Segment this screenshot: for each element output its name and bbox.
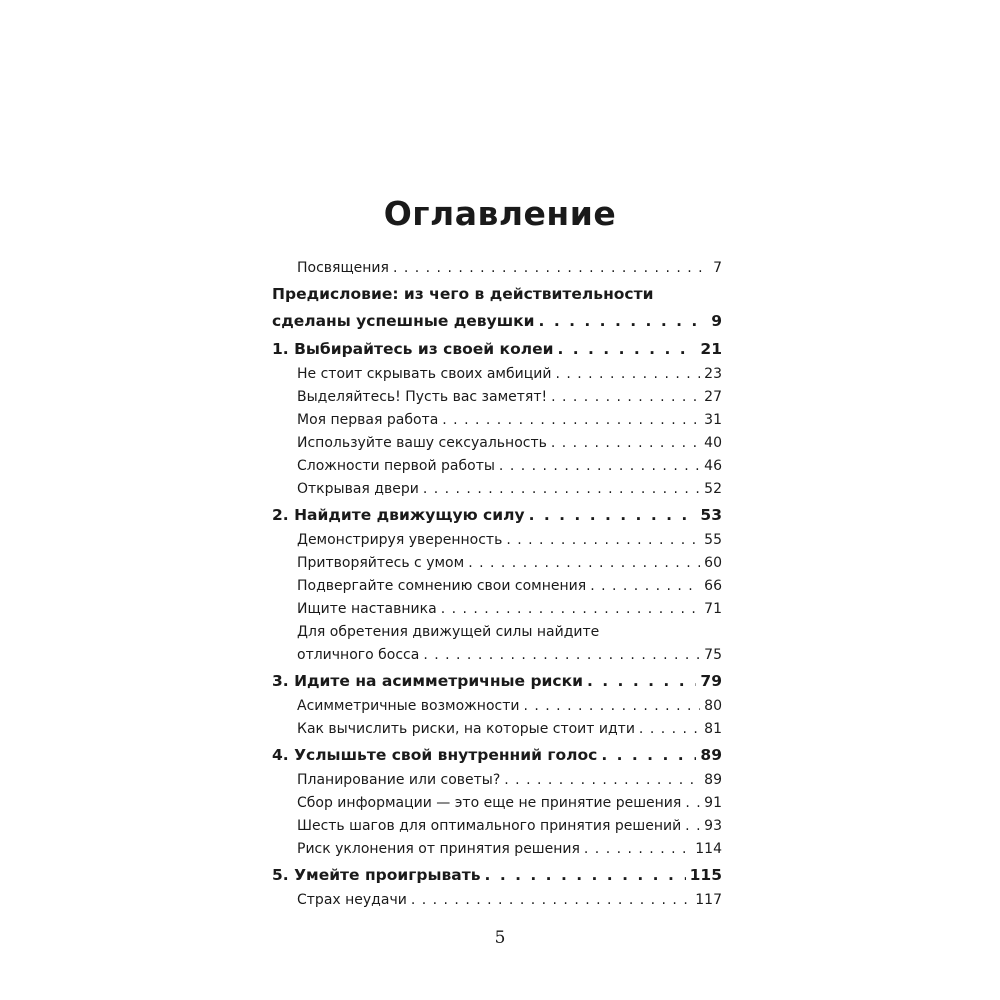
toc-subentry bbox=[272, 718, 722, 741]
toc-entry-page: 52 bbox=[704, 481, 722, 497]
toc-chapter-4 bbox=[272, 742, 722, 769]
toc-entry-label: Планирование или советы? bbox=[297, 772, 501, 788]
dot-leader bbox=[587, 668, 696, 695]
dot-leader bbox=[685, 792, 700, 815]
toc-entry-label: Шесть шагов для оптимального принятия решений bbox=[297, 818, 682, 834]
toc-subentry bbox=[272, 529, 722, 552]
dot-leader bbox=[557, 336, 696, 363]
toc-chapter-label: 1. Выбирайтесь из своей колеи bbox=[272, 340, 554, 358]
dot-leader bbox=[590, 575, 700, 598]
toc-entry-label: Моя первая работа bbox=[297, 412, 439, 428]
dot-leader bbox=[529, 502, 697, 529]
toc-subentry bbox=[272, 455, 722, 478]
toc-subentry bbox=[272, 552, 722, 575]
toc-entry-label: Как вычислить риски, на которые стоит идти bbox=[297, 721, 635, 737]
toc-entry-page: 31 bbox=[704, 412, 722, 428]
toc-entry-page: 7 bbox=[713, 260, 722, 276]
toc-entry-page: 46 bbox=[704, 458, 722, 474]
toc-entry-label: Страх неудачи bbox=[297, 892, 407, 908]
toc-chapter-page: 79 bbox=[700, 672, 722, 690]
toc-entry-label: Притворяйтесь с умом bbox=[297, 555, 465, 571]
dot-leader bbox=[551, 386, 700, 409]
dot-leader bbox=[485, 862, 686, 889]
toc-subentry bbox=[272, 792, 722, 815]
toc-entry-label: Асимметричные возможности bbox=[297, 698, 520, 714]
dot-leader bbox=[442, 409, 700, 432]
toc-entry-label: Посвящения bbox=[297, 260, 389, 276]
dot-leader bbox=[639, 718, 700, 741]
toc-entry-page: 27 bbox=[704, 389, 722, 405]
toc-subentry-multiline-1 bbox=[272, 621, 722, 644]
toc-entry-label: Риск уклонения от принятия решения bbox=[297, 841, 580, 857]
dot-leader bbox=[504, 769, 700, 792]
table-of-contents bbox=[272, 257, 722, 912]
toc-entry-label: Сложности первой работы bbox=[297, 458, 495, 474]
dot-leader bbox=[523, 695, 700, 718]
dot-leader bbox=[555, 363, 700, 386]
dot-leader bbox=[393, 257, 709, 280]
toc-entry-page: 89 bbox=[704, 772, 722, 788]
toc-chapter-5 bbox=[272, 862, 722, 889]
toc-chapter-label: 2. Найдите движущую силу bbox=[272, 506, 525, 524]
toc-subentry-multiline-2 bbox=[272, 644, 722, 667]
toc-subentry bbox=[272, 432, 722, 455]
toc-subentry bbox=[272, 409, 722, 432]
toc-entry-label: Не стоит скрывать своих амбиций bbox=[297, 366, 552, 382]
toc-entry-label: Демонстрируя уверенность bbox=[297, 532, 503, 548]
dot-leader bbox=[411, 889, 691, 912]
toc-chapter-2 bbox=[272, 502, 722, 529]
toc-entry-label: сделаны успешные девушки bbox=[272, 312, 535, 330]
toc-chapter-label: 4. Услышьте свой внутренний голос bbox=[272, 746, 598, 764]
toc-entry-label: отличного босса bbox=[297, 647, 420, 663]
toc-subentry bbox=[272, 478, 722, 501]
toc-entry-page: 40 bbox=[704, 435, 722, 451]
dot-leader bbox=[506, 529, 700, 552]
toc-subentry bbox=[272, 386, 722, 409]
dot-leader bbox=[601, 742, 696, 769]
toc-entry-label: Используйте вашу сексуальность bbox=[297, 435, 547, 451]
toc-subentry bbox=[272, 695, 722, 718]
toc-subentry bbox=[272, 575, 722, 598]
toc-preface-line1 bbox=[272, 281, 722, 308]
toc-entry-page: 80 bbox=[704, 698, 722, 714]
dot-leader bbox=[551, 432, 700, 455]
toc-entry-page: 93 bbox=[704, 818, 722, 834]
dot-leader bbox=[685, 815, 700, 838]
toc-entry-label: Сбор информации — это еще не принятие решения bbox=[297, 795, 682, 811]
toc-entry-label: Открывая двери bbox=[297, 481, 419, 497]
toc-entry-page: 9 bbox=[711, 312, 722, 330]
toc-chapter-page: 21 bbox=[700, 340, 722, 358]
toc-entry-page: 66 bbox=[704, 578, 722, 594]
toc-chapter-page: 115 bbox=[689, 866, 722, 884]
dot-leader bbox=[584, 838, 691, 861]
dot-leader bbox=[441, 598, 700, 621]
toc-chapter-page: 89 bbox=[700, 746, 722, 764]
toc-entry-label: Ищите наставника bbox=[297, 601, 437, 617]
toc-subentry bbox=[272, 598, 722, 621]
toc-entry-page: 60 bbox=[704, 555, 722, 571]
toc-subentry bbox=[272, 889, 722, 912]
toc-entry-page: 55 bbox=[704, 532, 722, 548]
toc-chapter-page: 53 bbox=[700, 506, 722, 524]
toc-subentry bbox=[272, 815, 722, 838]
dot-leader bbox=[539, 308, 708, 335]
toc-subentry bbox=[272, 363, 722, 386]
dot-leader bbox=[423, 478, 700, 501]
toc-subentry bbox=[272, 769, 722, 792]
dot-leader bbox=[499, 455, 700, 478]
toc-entry-page: 81 bbox=[704, 721, 722, 737]
page-number: 5 bbox=[494, 928, 506, 948]
toc-entry-label: Для обретения движущей силы найдите bbox=[297, 624, 600, 640]
toc-subentry bbox=[272, 838, 722, 861]
toc-entry-page: 71 bbox=[704, 601, 722, 617]
toc-entry-label: Предисловие: из чего в действительности bbox=[272, 285, 654, 303]
page-title: Оглавление bbox=[383, 194, 617, 233]
toc-entry-page: 23 bbox=[704, 366, 722, 382]
toc-entry-page: 117 bbox=[695, 892, 722, 908]
toc-chapter-3 bbox=[272, 668, 722, 695]
toc-entry-label: Подвергайте сомнению свои сомнения bbox=[297, 578, 587, 594]
toc-chapter-label: 3. Идите на асимметричные риски bbox=[272, 672, 583, 690]
toc-entry-dedications bbox=[272, 257, 722, 280]
toc-entry-page: 114 bbox=[695, 841, 722, 857]
toc-preface-line2 bbox=[272, 308, 722, 335]
dot-leader bbox=[468, 552, 700, 575]
dot-leader bbox=[423, 644, 700, 667]
toc-chapter-label: 5. Умейте проигрывать bbox=[272, 866, 481, 884]
toc-chapter-1 bbox=[272, 336, 722, 363]
toc-entry-label: Выделяйтесь! Пусть вас заметят! bbox=[297, 389, 548, 405]
toc-entry-page: 91 bbox=[704, 795, 722, 811]
toc-entry-page: 75 bbox=[704, 647, 722, 663]
